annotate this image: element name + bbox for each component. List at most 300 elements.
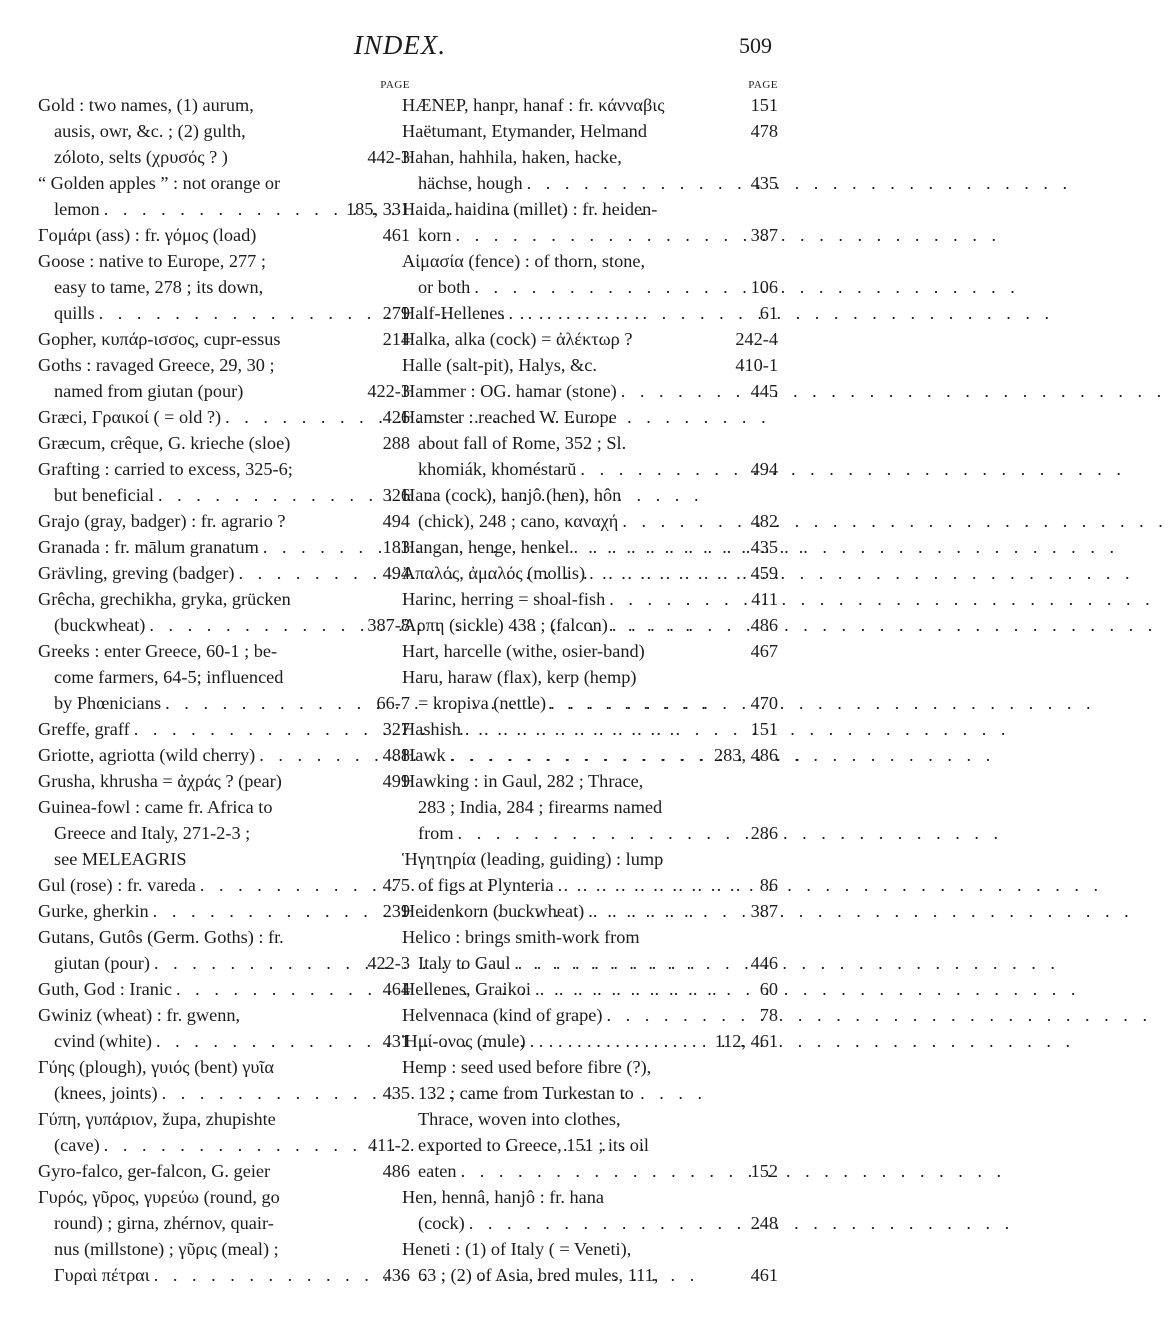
dot-leader — [605, 586, 747, 612]
entry-text: Grajo (gray, badger) : fr. agrario ? — [38, 511, 286, 531]
page-reference: 411-2 — [368, 1135, 410, 1155]
entry-text: Γύπη, γυπάριον, župa, zhupishte — [38, 1109, 276, 1129]
dot-leader — [576, 456, 746, 482]
entry-text: Haida, haidina (millet) : fr. heiden- — [402, 199, 658, 219]
index-column-left — [38, 78, 410, 1288]
dot-leader — [618, 508, 746, 534]
index-entry — [38, 404, 410, 430]
index-entry — [38, 456, 410, 508]
page-reference: 242-4 — [735, 329, 778, 349]
index-entry — [38, 430, 410, 456]
index-column-right — [402, 78, 778, 1288]
index-line — [38, 1106, 410, 1132]
page-reference: 61 — [759, 303, 778, 323]
entry-text: Hana (cock), hanjô (hen), hôn — [402, 485, 622, 505]
index-line — [38, 586, 410, 612]
index-entry — [38, 1054, 410, 1106]
index-entry — [38, 560, 410, 586]
index-entries-right — [402, 92, 778, 1288]
index-line — [402, 794, 778, 820]
entry-text: about fall of Rome, 352 ; Sl. — [418, 433, 627, 453]
entry-text: Αἱμασία (fence) : of thorn, stone, — [402, 251, 646, 271]
index-entry — [402, 404, 778, 482]
dot-leader — [457, 1158, 747, 1184]
entry-text: Gold : two names, (1) aurum, — [38, 95, 254, 115]
page-reference: 387 — [750, 901, 778, 921]
entry-text: Halle (salt-pit), Halys, &c. — [402, 355, 597, 375]
index-line — [38, 534, 410, 560]
index-line — [402, 430, 778, 456]
page-reference: 422-3 — [367, 381, 410, 401]
index-line — [38, 248, 410, 274]
entry-text: lemon — [54, 199, 100, 219]
entry-text: Hawking : in Gaul, 282 ; Thrace, — [402, 771, 644, 791]
page-reference: 66-7 — [376, 693, 410, 713]
dot-leader — [100, 196, 342, 222]
index-entry — [38, 1158, 410, 1184]
dot-leader — [154, 482, 379, 508]
entry-text: easy to tame, 278 ; its down, — [54, 277, 264, 297]
index-line — [38, 768, 410, 794]
index-line — [402, 976, 778, 1002]
entry-text: = kropiva (nettle) — [418, 693, 547, 713]
entry-text: of figs at Plynteria — [418, 875, 554, 895]
dot-leader — [523, 170, 747, 196]
dot-leader — [149, 898, 379, 924]
index-entry — [402, 118, 778, 144]
index-line — [402, 326, 778, 352]
index-line — [402, 638, 778, 664]
dot-leader — [554, 872, 756, 898]
index-line — [38, 716, 410, 742]
entry-text: come farmers, 64-5; influenced — [54, 667, 284, 687]
index-line — [38, 1132, 410, 1158]
entry-text: Half-Hellenes — [402, 303, 505, 323]
index-line — [402, 508, 778, 534]
index-line — [38, 1236, 410, 1262]
entry-text: (chick), 248 ; cano, καναχή — [418, 511, 619, 531]
entry-text: Hemp : seed used before fibre (?), — [402, 1057, 652, 1077]
index-line — [38, 1210, 410, 1236]
page-reference: 286 — [750, 823, 778, 843]
index-entry — [38, 924, 410, 976]
index-entry — [38, 1002, 410, 1054]
entry-text: Thrace, woven into clothes, — [418, 1109, 621, 1129]
index-entry — [38, 716, 410, 742]
index-entry — [38, 742, 410, 768]
entry-text: Γυραὶ πέτραι — [54, 1265, 150, 1285]
page-number: 509 — [739, 33, 772, 58]
index-entry — [402, 976, 778, 1002]
index-entry — [402, 924, 778, 976]
index-line — [38, 430, 410, 456]
entry-text: zóloto, selts (χρυσός ? ) — [54, 147, 228, 167]
entry-text: Grävling, greving (badger) — [38, 563, 235, 583]
entry-text: Helico : brings smith-work from — [402, 927, 640, 947]
page-reference: 442-3 — [367, 147, 410, 167]
entry-text: Hammer : OG. hamar (stone) — [402, 381, 617, 401]
page-reference: 387 — [750, 225, 778, 245]
entry-text: 283 ; India, 284 ; firearms named — [418, 797, 663, 817]
entry-text: Greece and Italy, 271-2-3 ; — [54, 823, 251, 843]
entry-text: Italy to Gaul — [418, 953, 511, 973]
page-reference: 461 — [750, 1265, 778, 1285]
index-line — [38, 924, 410, 950]
index-entry — [402, 586, 778, 612]
page-reference: 151 — [750, 95, 778, 115]
page-reference: 435 — [382, 1083, 410, 1103]
index-entry — [402, 326, 778, 352]
index-line — [38, 170, 410, 196]
entry-text: but beneficial — [54, 485, 154, 505]
page-reference: 488 — [382, 745, 410, 765]
index-entry — [38, 534, 410, 560]
entry-text: Hart, harcelle (withe, osier-band) — [402, 641, 645, 661]
index-line — [402, 716, 778, 742]
index-entry — [402, 196, 778, 248]
page-reference: 426 — [382, 407, 410, 427]
entry-text: Haru, haraw (flax), kerp (hemp) — [402, 667, 637, 687]
index-line — [38, 300, 410, 326]
dot-leader — [255, 742, 378, 768]
entry-text: (cave) — [54, 1135, 100, 1155]
index-line — [402, 534, 778, 560]
index-entry — [402, 482, 778, 534]
index-entry — [402, 248, 778, 300]
index-line — [402, 846, 778, 872]
dot-leader — [546, 690, 747, 716]
index-line — [38, 664, 410, 690]
index-line — [38, 196, 410, 222]
entry-text: Ἡγητηρία (leading, guiding) : lump — [402, 849, 664, 869]
index-line — [38, 1028, 410, 1054]
index-entry — [402, 378, 778, 404]
entry-text: khomiák, khoméstarŭ — [418, 459, 577, 479]
entry-text: Hashish — [402, 719, 461, 739]
index-entry — [38, 352, 410, 404]
index-entry — [402, 716, 778, 742]
index-line — [38, 560, 410, 586]
page-reference: 478 — [750, 121, 778, 141]
entry-text: Goths : ravaged Greece, 29, 30 ; — [38, 355, 275, 375]
dot-leader — [221, 404, 378, 430]
index-line — [38, 846, 410, 872]
dot-leader — [570, 534, 747, 560]
index-line — [402, 586, 778, 612]
entry-text: Guinea-fowl : came fr. Africa to — [38, 797, 273, 817]
page-reference: 486 — [750, 615, 778, 635]
page-reference: 431 — [382, 1031, 410, 1051]
page-reference: 486 — [382, 1161, 410, 1181]
index-line — [38, 1184, 410, 1210]
index-line — [402, 1106, 778, 1132]
entry-text: Hawk — [402, 745, 446, 765]
entry-text: Γυρός, γῦρος, γυρεύω (round, go — [38, 1187, 280, 1207]
index-line — [38, 820, 410, 846]
index-line — [38, 326, 410, 352]
entry-text: Halka, alka (cock) = ἀλέκτωρ ? — [402, 329, 633, 349]
entry-text: korn — [418, 225, 452, 245]
entry-text: Goose : native to Europe, 277 ; — [38, 251, 266, 271]
index-line — [402, 1210, 778, 1236]
index-line — [38, 794, 410, 820]
index-entry — [402, 638, 778, 664]
index-line — [402, 1184, 778, 1210]
entry-text: Heneti : (1) of Italy ( = Veneti), — [402, 1239, 632, 1259]
page-reference: 283, 486 — [714, 745, 778, 765]
index-entry — [38, 898, 410, 924]
index-line — [402, 950, 778, 976]
entry-text: 63 ; (2) of Asia, bred mules, 111, — [418, 1265, 659, 1285]
index-line — [402, 1028, 778, 1054]
page-reference: 494 — [750, 459, 778, 479]
entry-text: Hangan, henge, henkel — [402, 537, 570, 557]
index-line — [38, 456, 410, 482]
index-line — [402, 1132, 778, 1158]
page-reference: 185, 331 — [346, 199, 410, 219]
entry-text: Hamster : reached W. Europe — [402, 407, 617, 427]
index-entry — [402, 1028, 778, 1054]
page-reference: 494 — [382, 511, 410, 531]
index-entry — [38, 768, 410, 794]
dot-leader — [152, 1028, 379, 1054]
page-reference: 411 — [751, 589, 778, 609]
dot-leader — [454, 820, 747, 846]
index-line — [38, 482, 410, 508]
index-line — [402, 820, 778, 846]
index-line — [38, 898, 410, 924]
index-line — [402, 1236, 778, 1262]
page-reference: 248 — [750, 1213, 778, 1233]
index-line — [38, 404, 410, 430]
entry-text: (cock) — [418, 1213, 465, 1233]
page-reference: 239 — [382, 901, 410, 921]
entry-text: Griotte, agriotta (wild cherry) — [38, 745, 256, 765]
dot-leader — [158, 1080, 379, 1106]
index-line — [38, 92, 410, 118]
entry-text: Greffe, graff — [38, 719, 130, 739]
index-line — [38, 1262, 410, 1288]
entry-text: Hellenes, Graikoi — [402, 979, 531, 999]
index-entry — [402, 144, 778, 196]
index-line — [402, 924, 778, 950]
entry-text: Ἡμί-ονος (mule) — [402, 1031, 526, 1051]
entry-text: Harinc, herring = shoal-fish — [402, 589, 606, 609]
dot-leader — [259, 534, 379, 560]
page-reference: 152 — [750, 1161, 778, 1181]
dot-leader — [465, 1210, 747, 1236]
page-reference: 60 — [759, 979, 778, 999]
dot-leader — [172, 976, 379, 1002]
index-entry — [402, 898, 778, 924]
index-entry — [402, 1002, 778, 1028]
dot-leader — [452, 222, 747, 248]
entry-text: Grafting : carried to excess, 325-6; — [38, 459, 293, 479]
entry-text: Gyro-falco, ger-falcon, G. geier — [38, 1161, 271, 1181]
index-entry — [38, 586, 410, 638]
dot-leader — [585, 560, 747, 586]
dot-leader — [150, 1262, 379, 1288]
index-line — [402, 92, 778, 118]
index-entry — [402, 846, 778, 898]
index-entry — [402, 352, 778, 378]
index-line — [402, 742, 778, 768]
index-entry — [402, 768, 778, 846]
index-entry — [38, 1106, 410, 1158]
entry-text: giutan (pour) — [54, 953, 150, 973]
index-line — [38, 144, 410, 170]
dot-leader — [446, 742, 710, 768]
page-reference: 494 — [382, 563, 410, 583]
index-entry — [38, 248, 410, 326]
entry-text: Gopher, κυπάρ-ισσος, cupr-essus — [38, 329, 281, 349]
dot-leader — [196, 872, 379, 898]
index-entry — [38, 638, 410, 716]
entry-text: “ Golden apples ” : not orange or — [38, 173, 281, 193]
page-reference: 279 — [382, 303, 410, 323]
index-line — [402, 248, 778, 274]
dot-leader — [584, 898, 746, 924]
index-entry — [38, 794, 410, 872]
index-line — [402, 1158, 778, 1184]
index-line — [402, 222, 778, 248]
entry-text: round) ; girna, zhérnov, quair- — [54, 1213, 274, 1233]
entry-text: Ἀπαλός, ἀμαλός (mollis) — [402, 563, 586, 583]
index-line — [38, 222, 410, 248]
entry-text: Γύης (plough), γυιός (bent) γυῖα — [38, 1057, 274, 1077]
dot-leader — [510, 950, 746, 976]
index-line — [402, 482, 778, 508]
dot-leader — [234, 560, 378, 586]
index-line — [38, 690, 410, 716]
index-entries-left — [38, 92, 410, 1288]
index-line — [402, 352, 778, 378]
index-line — [38, 508, 410, 534]
page-reference: 436 — [382, 1265, 410, 1285]
index-entry — [38, 872, 410, 898]
dot-leader — [603, 1002, 756, 1028]
index-line — [38, 378, 410, 404]
entry-text: Guth, God : Iranic — [38, 979, 173, 999]
index-entry — [38, 222, 410, 248]
index-line — [402, 1002, 778, 1028]
index-line — [402, 378, 778, 404]
page-reference: 112, 461 — [714, 1031, 778, 1051]
page-column-label: PAGE — [380, 79, 410, 91]
index-entry — [402, 1236, 778, 1288]
page-reference: 106 — [750, 277, 778, 297]
entry-text: Græci, Γραικοί ( = old ?) — [38, 407, 222, 427]
entry-text: hächse, hough — [418, 173, 523, 193]
index-line — [402, 1054, 778, 1080]
index-entry — [38, 326, 410, 352]
page-reference: 475 — [382, 875, 410, 895]
dot-leader — [130, 716, 379, 742]
index-line — [402, 170, 778, 196]
page-reference: 467 — [750, 641, 778, 661]
entry-text: Heidenkorn (buckwheat) — [402, 901, 585, 921]
entry-text: HÆNEP, hanpr, hanaf : fr. κάνναβις — [402, 95, 665, 115]
entry-text: Helvennaca (kind of grape) — [402, 1005, 603, 1025]
entry-text: exported to Greece, 151 ; its oil — [418, 1135, 649, 1155]
index-line — [402, 456, 778, 482]
page-reference: 464 — [382, 979, 410, 999]
running-title: INDEX. — [353, 30, 447, 60]
dot-leader — [145, 612, 363, 638]
index-entry — [38, 170, 410, 222]
entry-text: Hahan, hahhila, haken, hacke, — [402, 147, 622, 167]
index-line — [38, 1080, 410, 1106]
index-line — [402, 690, 778, 716]
index-entry — [402, 534, 778, 560]
page-column-label: PAGE — [748, 79, 778, 91]
page-reference: 482 — [750, 511, 778, 531]
page-reference: 445 — [750, 381, 778, 401]
dot-leader — [617, 378, 747, 404]
entry-text: Granada : fr. mālum granatum — [38, 537, 259, 557]
index-line — [402, 872, 778, 898]
index-entry — [38, 508, 410, 534]
index-line — [402, 664, 778, 690]
entry-text: Greeks : enter Greece, 60-1 ; be- — [38, 641, 278, 661]
index-line — [402, 1080, 778, 1106]
dot-leader — [100, 1132, 364, 1158]
entry-text: (knees, joints) — [54, 1083, 158, 1103]
page-reference: 86 — [759, 875, 778, 895]
entry-text: named from giutan (pour) — [54, 381, 244, 401]
dot-leader — [150, 950, 363, 976]
dot-leader — [526, 1028, 711, 1054]
index-entry — [402, 742, 778, 768]
index-line — [402, 404, 778, 430]
dot-leader — [161, 690, 372, 716]
entry-text: or both — [418, 277, 471, 297]
entry-text: see MELEAGRIS — [54, 849, 187, 869]
index-line — [38, 1158, 410, 1184]
index-line — [402, 768, 778, 794]
entry-text: 132 ; came from Turkestan to — [418, 1083, 634, 1103]
dot-leader — [95, 300, 379, 326]
index-entry — [402, 1184, 778, 1236]
entry-text: ausis, owr, &c. ; (2) gulth, — [54, 121, 246, 141]
index-line — [38, 612, 410, 638]
index-line — [402, 560, 778, 586]
index-entry — [38, 92, 410, 170]
dot-leader — [470, 274, 746, 300]
page-reference: 435 — [750, 537, 778, 557]
index-entry — [402, 300, 778, 326]
page-reference: 214 — [382, 329, 410, 349]
index-line — [38, 638, 410, 664]
index-entry — [402, 92, 778, 118]
entry-text: eaten — [418, 1161, 457, 1181]
page-reference: 470 — [750, 693, 778, 713]
page-reference: 410-1 — [735, 355, 778, 375]
index-line — [402, 118, 778, 144]
index-entry — [402, 664, 778, 716]
entry-text: nus (millstone) ; γῦρις (meal) ; — [54, 1239, 279, 1259]
page-reference: 435 — [750, 173, 778, 193]
entry-text: Grusha, khrusha = ἀχράς ? (pear) — [38, 771, 282, 791]
index-line — [402, 144, 778, 170]
entry-text: Gwiniz (wheat) : fr. gwenn, — [38, 1005, 241, 1025]
index-entry — [402, 612, 778, 638]
index-line — [402, 1262, 778, 1288]
page-reference: 327 — [382, 719, 410, 739]
entry-text: from — [418, 823, 454, 843]
entry-text: Haëtumant, Etymander, Helmand — [402, 121, 647, 141]
page-reference: 288 — [382, 433, 410, 453]
